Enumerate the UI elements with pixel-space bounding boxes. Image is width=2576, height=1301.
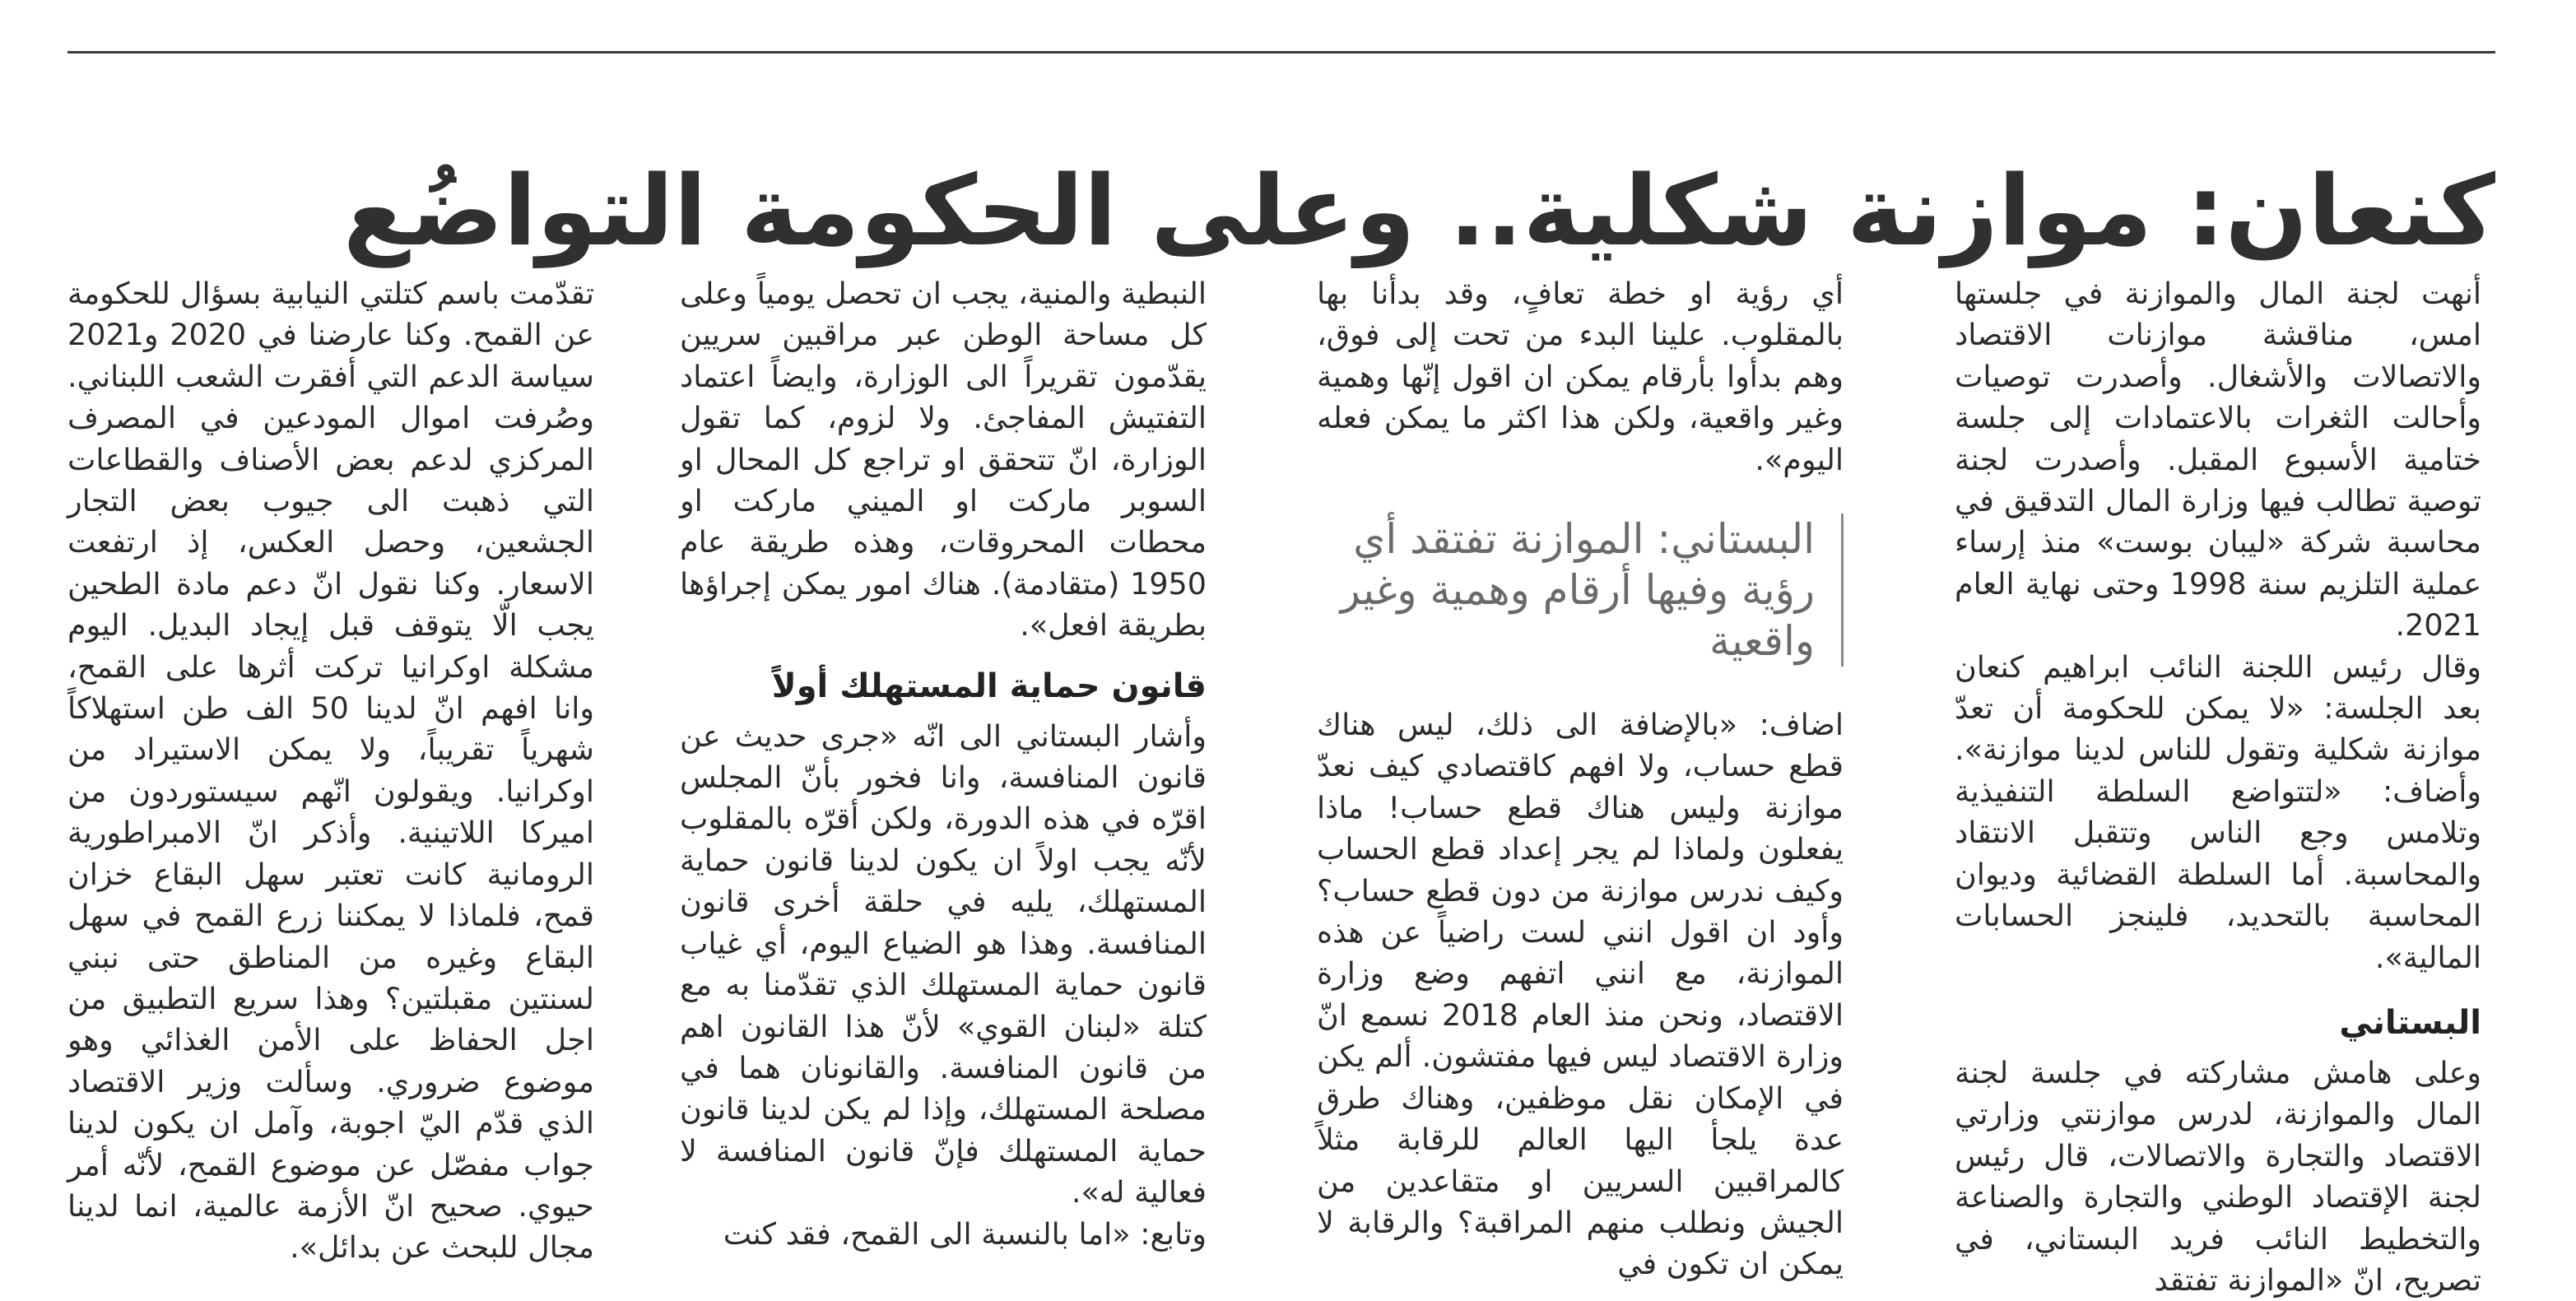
article-column-3 xyxy=(680,273,1207,1252)
paragraph: وقال رئيس اللجنة النائب ابراهيم كنعان بعد الجلسة: «لا يمكن للحكومة أن تعدّ موازنة شكلية وتقول للناس لدينا موازنة». وأضاف: «لتتواضع السلطة التنفيذية وتلامس وجع الناس وتتقبل الانتقاد والمحاسبة. أما السلطة القضائية وديوان المحاسبة بالتحديد، فلينجز الحسابات المالية». xyxy=(1955,648,2481,975)
headline: كنعان: موازنة شكلية.. وعلى الحكومة التواضُع xyxy=(342,154,2495,268)
paragraph: وتابع: «اما بالنسبة الى القمح، فقد كنت xyxy=(723,1215,1207,1252)
paragraph: النبطية والمنية، يجب ان تحصل يومياً وعلى كل مساحة الوطن عبر مراقبين سريين يقدّمون تقريراً الى الوزارة، وايضاً اعتماد التفتيش المفاجئ. ولا لزوم، كما تقول الوزارة، انّ تتحقق او تراجع كل المحال او السوبر ماركت او الميني ماركت او محطات المحروقات، وهذه طريقة عام 1950 (متقادمة). هناك امور يمكن إجراؤها بطريقة افعل». xyxy=(680,276,1207,644)
top-rule xyxy=(67,51,2495,53)
paragraph: اضاف: «بالإضافة الى ذلك، ليس هناك قطع حساب، ولا افهم كاقتصادي كيف نعدّ موازنة وليس هناك قطع حساب! ماذا يفعلون ولماذا لم يجر إعداد قطع الحساب وكيف ندرس موازنة من دون قطع حساب؟ وأود ان اقول انني لست راضياً عن هذه الموازنة، مع انني اتفهم وضع وزارة الاقتصاد، ونحن منذ العام 2018 نسمع انّ وزارة الاقتصاد ليس فيها مفتشون. ألم يكن في الإمكان نقل موظفين، وهناك طرق عدة يلجأ اليها العالم للرقابة مثلاً كالمراقبين السريين او متقاعدين من الجيش ونطلب منهم المراقبة؟ والرقابة لا يمكن ان تكون في xyxy=(1317,707,1844,1282)
article-column-1 xyxy=(1955,273,2481,1298)
paragraph: أنهت لجنة المال والموازنة في جلستها امس، مناقشة موازنات الاقتصاد والاتصالات والأشغال. وأصدرت توصيات وأحالت الثغرات بالاعتمادات إلى جلسة ختامية الأسبوع المقبل. وأصدرت لجنة توصية تطالب فيها وزارة المال التدقيق في محاسبة شركة «ليبان بوست» منذ إرساء عملية التلزيم سنة 1998 وحتى نهاية العام 2021. xyxy=(1955,276,2481,644)
paragraph: وعلى هامش مشاركته في جلسة لجنة المال والموازنة، لدرس موازنتي وزارتي الاقتصاد والتجارة والاتصالات، قال رئيس لجنة الإقتصاد الوطني والتجارة والصناعة والتخطيط النائب فريد البستاني، في تصريح، انّ «الموازنة تفتقد xyxy=(1955,1054,2481,1298)
paragraph: أي رؤية او خطة تعافٍ، وقد بدأنا بها بالمقلوب. علينا البدء من تحت إلى فوق، وهم بدأوا بأرقام يمكن ان اقول إنّها وهمية وغير واقعية، ولكن هذا اكثر ما يمكن فعله اليوم». xyxy=(1317,276,1844,477)
subheading: قانون حماية المستهلك أولاً xyxy=(771,667,1207,705)
paragraph: تقدّمت باسم كتلتي النيابية بسؤال للحكومة عن القمح. وكنا عارضنا في 2020 و2021 سياسة الدعم التي أفقرت الشعب اللبناني. وصُرفت اموال المودعين في المصرف المركزي لدعم بعض الأصناف والقطاعات التي ذهبت الى جيوب بعض التجار الجشعين، وحصل العكس، إذ ارتفعت الاسعار. وكنا نقول انّ دعم مادة الطحين يجب الّا يتوقف قبل إيجاد البديل. اليوم مشكلة اوكرانيا تركت أثرها على القمح، وانا افهم انّ لدينا 50 الف طن استهلاكاً شهرياً تقريباً، ولا يمكن الاستيراد من اوكرانيا. ويقولون انّهم سيستوردون من اميركا اللاتينية. وأذكر انّ الامبراطورية الرومانية كانت تعتبر سهل البقاع خزان قمح، فلماذا لا يمكننا زرع القمح في سهل البقاع وغيره من المناطق حتى نبني لسنتين مقبلتين؟ وهذا سريع التطبيق من اجل الحفاظ على الأمن الغذائي وهو موضوع ضروري. وسألت وزير الاقتصاد الذي قدّم اليّ اجوبة، وآمل ان يكون لدينا جواب مفصّل عن موضوع القمح، لأنّه أمر حيوي. صحيح انّ الأزمة عالمية، انما لدينا مجال للبحث عن بدائل». xyxy=(67,276,594,1266)
article-column-4 xyxy=(67,273,594,1266)
subheading: البستاني xyxy=(2339,1003,2481,1042)
pull-quote: البستاني: الموازنة تفتقد أي رؤية وفيها أرقام وهمية وغير واقعية xyxy=(1317,513,1844,667)
article-column-2 xyxy=(1317,273,1844,1282)
paragraph: وأشار البستاني الى انّه «جرى حديث عن قانون المنافسة، وانا فخور بأنّ المجلس اقرّه في هذه الدورة، ولكن أقرّه بالمقلوب لأنّه يجب اولاً ان يكون لدينا قانون حماية المستهلك، يليه في حلقة أخرى قانون المنافسة. وهذا هو الضياع اليوم، أي غياب قانون حماية المستهلك الذي تقدّمنا به مع كتلة «لبنان القوي» لأنّ هذا القانون اهم من قانون المنافسة. والقانونان هما في مصلحة المستهلك، وإذا لم يكن لدينا قانون حماية المستهلك فإنّ قانون المنافسة لا فعالية له». xyxy=(680,718,1207,1210)
